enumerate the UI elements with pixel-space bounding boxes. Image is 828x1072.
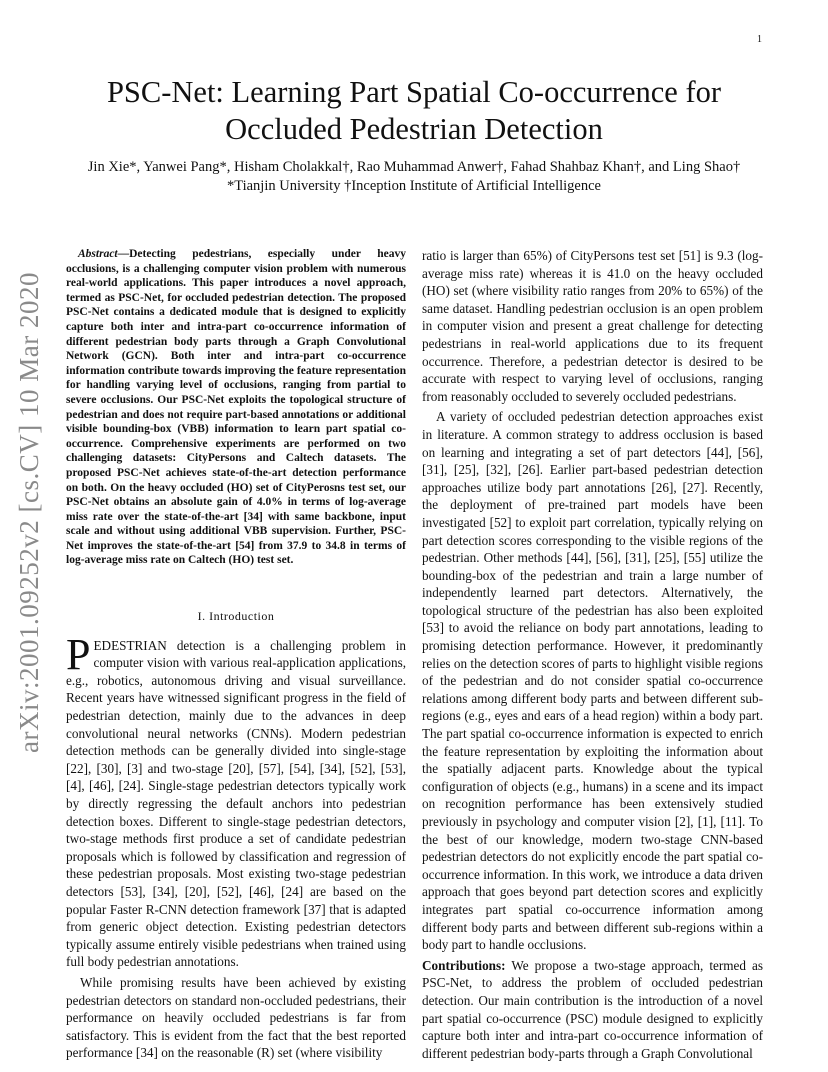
paper-title: PSC-Net: Learning Part Spatial Co-occurrence for Occluded Pedestrian Detection bbox=[106, 75, 722, 146]
drop-cap: P bbox=[66, 629, 91, 679]
author-list: Jin Xie*, Yanwei Pang*, Hisham Cholakkal†, Rao Muhammad Anwer†, Fahad Shahbaz Khan†, and Ling Shao† bbox=[87, 159, 741, 175]
left-column bbox=[66, 247, 406, 1065]
arxiv-side-stamp: arXiv:2001.09252v2 [cs.CV] 10 Mar 2020 bbox=[14, 272, 44, 753]
section-heading-introduction: I. Introduction bbox=[197, 609, 275, 624]
abstract-text: —Detecting pedestrians, especially under heavy occlusions, is a challenging computer vision problem with numerous real-world applications. This paper introduces a novel approach, termed as PSC-Net, for occluded pedestrian detection. The proposed PSC-Net contains a dedicated module that is designed to explicitly capture both inter and intra-part co-occurrence information of different pedestrian body parts through a Graph Convolutional Network (GCN). Both inter and intra-part co-occurrence information contribute towards improving the feature representation for handling varying level of occlusions, ranging from partial to severe occlusions. Our PSC-Net exploits the topological structure of pedestrian and does not require part-based annotations or additional visible bounding-box (VBB) information to learn part spatial co-occurrence. Comprehensive experiments are performed on two challenging datasets: CityPersons and Caltech datasets. The proposed PSC-Net achieves state-of-the-art detection performance on both. On the heavy occluded (HO) set of CityPerosns test set, our PSC-Net obtains an absolute gain of 4.0% in terms of log-average miss rate over the state-of-the-art [34] with same backbone, input scale and without using additional VBB supervision. Further, PSC-Net improves the state-of-the-art [54] from 37.9 to 34.8 in terms of log-average miss rate on Caltech (HO) test set. bbox=[66, 248, 406, 567]
intro-paragraph-3: ratio is larger than 65%) of CityPersons test set [51] is 9.3 (log-average miss rate) whereas it is 41.0 on the heavy occluded (HO) set (where visibility ratio ranges from 20% to 65%) of the same dataset. Handling pedestrian occlusion is an open problem in computer vision and present a great challenge for detecting pedestrians in real-world applications due to its frequent occurrence. Therefore, a pedestrian detector is desired to be accurate with respect to varying level of occlusions, ranging from reasonably occluded to severely occluded pedestrians. bbox=[422, 248, 763, 404]
right-column bbox=[422, 247, 763, 1065]
abstract bbox=[66, 247, 406, 568]
intro-paragraph-1: PEDESTRIAN detection is a challenging problem in computer vision with various real-application applications, e.g., robotics, autonomous driving and visual surveillance. Recent years have witnessed significant progress in the field of pedestrian detection, mainly due to the advances in deep convolutional neural networks (CNNs). Modern pedestrian detection methods can be generally divided into single-stage [22], [30], [3] and two-stage [20], [57], [54], [34], [52], [53], [4], [46], [24]. Single-stage pedestrian detectors typically work by directly regressing the default anchors into pedestrian detection boxes. Different to single-stage pedestrian detectors, two-stage methods first produce a set of candidate pedestrian proposals which is followed by classification and regression of these pedestrian proposals. Most existing two-stage pedestrian detectors [53], [34], [20], [52], [46], [24] are based on the popular Faster R-CNN detection framework [37] that is adapted from generic object detection. Existing pedestrian detectors typically assume entirely visible pedestrians when trained using full body pedestrian annotations. bbox=[66, 629, 406, 970]
page-number: 1 bbox=[757, 34, 762, 45]
intro-paragraph-4: A variety of occluded pedestrian detection approaches exist in literature. A common strategy to address occlusion is based on learning and integrating a set of part detectors [44], [56], [31], [25], [32], [26]. Earlier part-based pedestrian detection approaches utilize body part annotations [26], [27]. Recently, the deployment of pre-trained part models have been investigated [52] to exploit part correlation, typically relying on part detection scores corresponding to the visible regions of the pedestrian. Other methods [44], [56], [31], [25], [55] utilize the bounding-box of the pedestrian and train a large number of independently learned part detectors. Alternatively, the topological structure of the pedestrian has also been exploited [53] to avoid the reliance on body part annotations, leading to promising detection performance. However, it predominantly relies on the detection scores of parts to highlight visible regions of the pedestrian and do not consider spatial co-occurrence relations among different body parts and between different sub-regions (e.g., eyes and ears of a head region) within a body part. The part spatial co-occurrence information is expected to enrich the feature representation by exploiting the information about the spatially adjacent parts. Knowledge about the typical configuration of objects (e.g., humans) in a scene and its impact on recognition performance has been extensively studied previously in psychology and computer vision [2], [1], [11]. To the best of our knowledge, modern two-stage CNN-based pedestrian detectors do not explicitly encode the part spatial co-occurrence information. In this work, we introduce a data driven approach that goes beyond part detection scores and explicitly integrates part spatial co-occurrence information among different body parts and between different sub-regions within a body part to handle occlusions. bbox=[422, 409, 763, 953]
abstract-label: Abstract bbox=[78, 248, 118, 260]
affiliation-line: *Tianjin University †Inception Institute of Artificial Intelligence bbox=[227, 178, 601, 194]
intro-paragraph-2: While promising results have been achieved by existing pedestrian detectors on standard non-occluded pedestrians, their performance on heavily occluded pedestrians is far from satisfactory. This is evident from the fact that the best reported performance [34] on the reasonable (R) set (where visibility bbox=[66, 974, 406, 1061]
contributions-paragraph: Contributions: We propose a two-stage approach, termed as PSC-Net, to address the problem of occluded pedestrian detection. Our main contribution is the introduction of a novel part spatial co-occurrence (PSC) module designed to explicitly capture both inter and intra-part co-occurrence information of different pedestrian body-parts through a Graph Convolutional bbox=[422, 957, 763, 1061]
contributions-label: Contributions: bbox=[422, 957, 506, 973]
